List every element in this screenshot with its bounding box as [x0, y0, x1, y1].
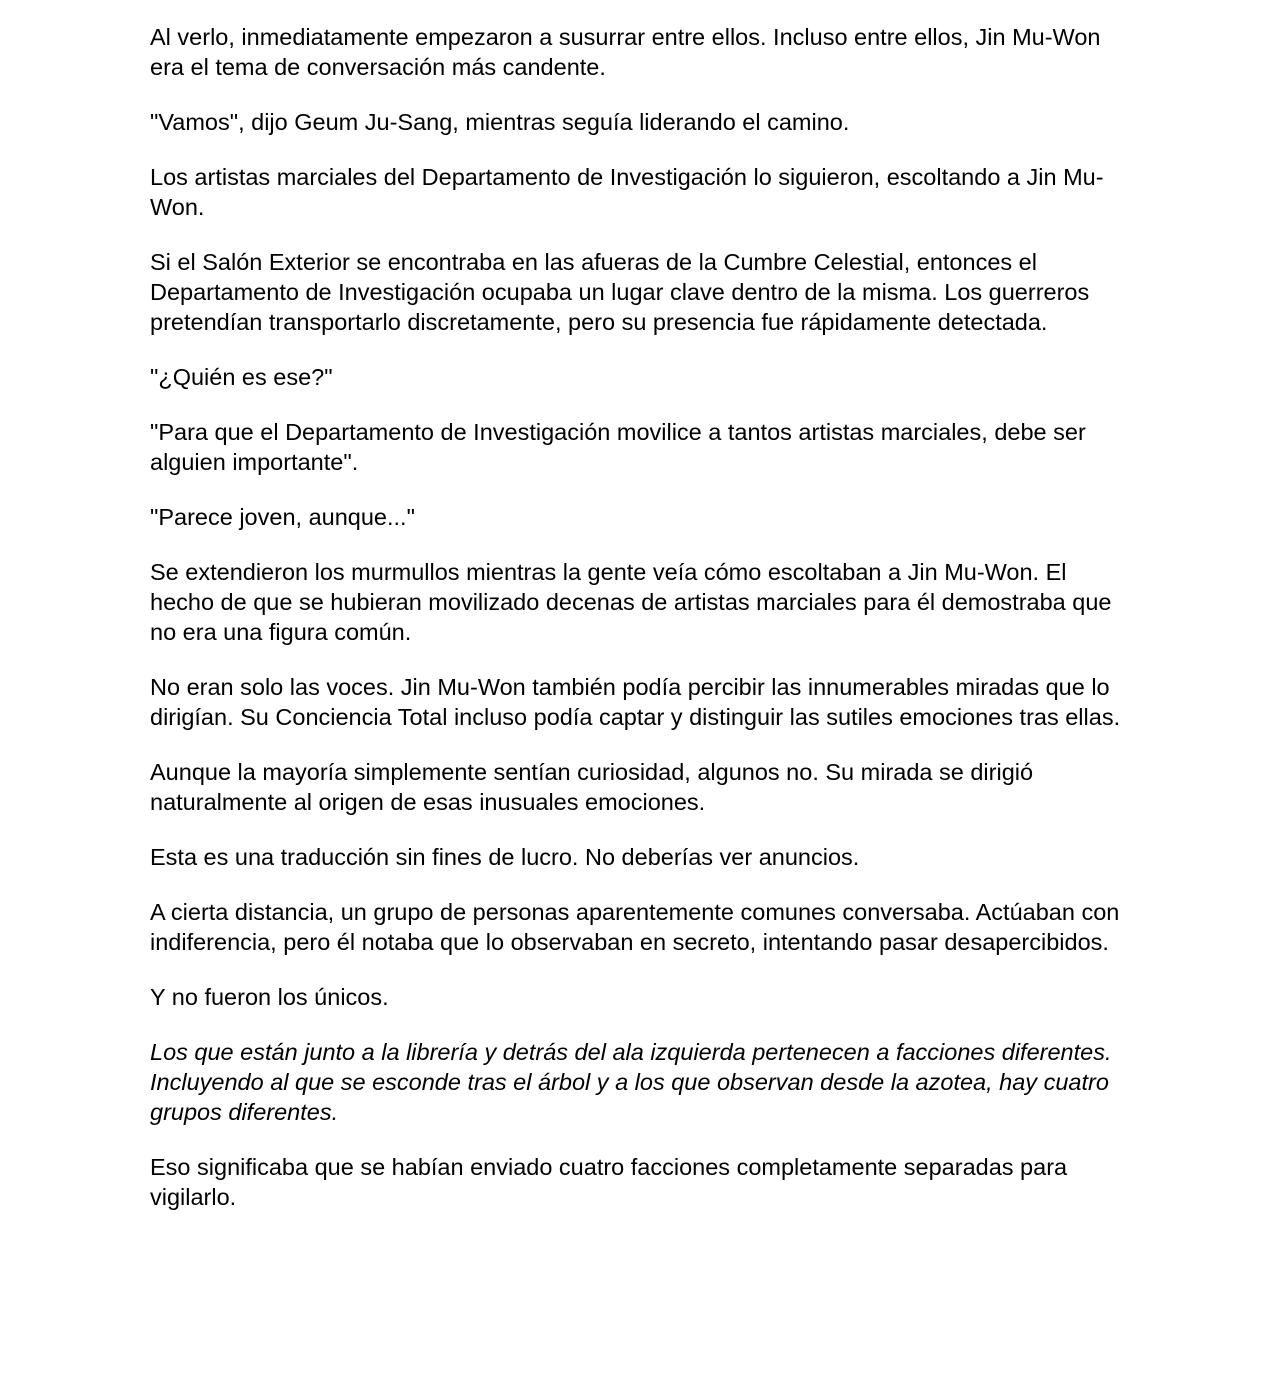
document-body	[150, 22, 1130, 1237]
paragraph: Se extendieron los murmullos mientras la gente veía cómo escoltaban a Jin Mu-Won. El hecho de que se hubieran movilizado decenas de artistas marciales para él demostraba que no era una figura común.	[150, 559, 1112, 645]
paragraph: Esta es una traducción sin fines de lucro. No deberías ver anuncios.	[150, 844, 860, 870]
paragraph: A cierta distancia, un grupo de personas aparentemente comunes conversaba. Actúaban con indiferencia, pero él notaba que lo observaban en secreto, intentando pasar desapercibidos.	[150, 899, 1120, 955]
paragraph: Aunque la mayoría simplemente sentían curiosidad, algunos no. Su mirada se dirigió naturalmente al origen de esas inusuales emociones.	[150, 759, 1034, 815]
paragraph: "Para que el Departamento de Investigación movilice a tantos artistas marciales, debe ser alguien importante".	[150, 419, 1086, 475]
paragraph: "¿Quién es ese?"	[150, 364, 333, 390]
italic-paragraph: Los que están junto a la librería y detrás del ala izquierda pertenecen a facciones diferentes. Incluyendo al que se esconde tras el árbol y a los que observan desde la azotea, hay cuatro grupos diferentes.	[150, 1039, 1112, 1125]
paragraph: No eran solo las voces. Jin Mu-Won también podía percibir las innumerables miradas que lo dirigían. Su Conciencia Total incluso podía captar y distinguir las sutiles emociones tras ellas.	[150, 674, 1121, 730]
paragraph: "Vamos", dijo Geum Ju-Sang, mientras seguía liderando el camino.	[150, 109, 850, 135]
paragraph: Eso significaba que se habían enviado cuatro facciones completamente separadas para vigilarlo.	[150, 1154, 1068, 1210]
paragraph: Si el Salón Exterior se encontraba en las afueras de la Cumbre Celestial, entonces el Departamento de Investigación ocupaba un lugar clave dentro de la misma. Los guerreros pretendían transportarlo discretamente, pero su presencia fue rápidamente detectada.	[150, 249, 1090, 335]
paragraph: Los artistas marciales del Departamento de Investigación lo siguieron, escoltando a Jin Mu-Won.	[150, 164, 1104, 220]
paragraph: Al verlo, inmediatamente empezaron a susurrar entre ellos. Incluso entre ellos, Jin Mu-Won era el tema de conversación más candente.	[150, 24, 1101, 80]
paragraph: Y no fueron los únicos.	[150, 984, 389, 1010]
paragraph: "Parece joven, aunque..."	[150, 504, 415, 530]
